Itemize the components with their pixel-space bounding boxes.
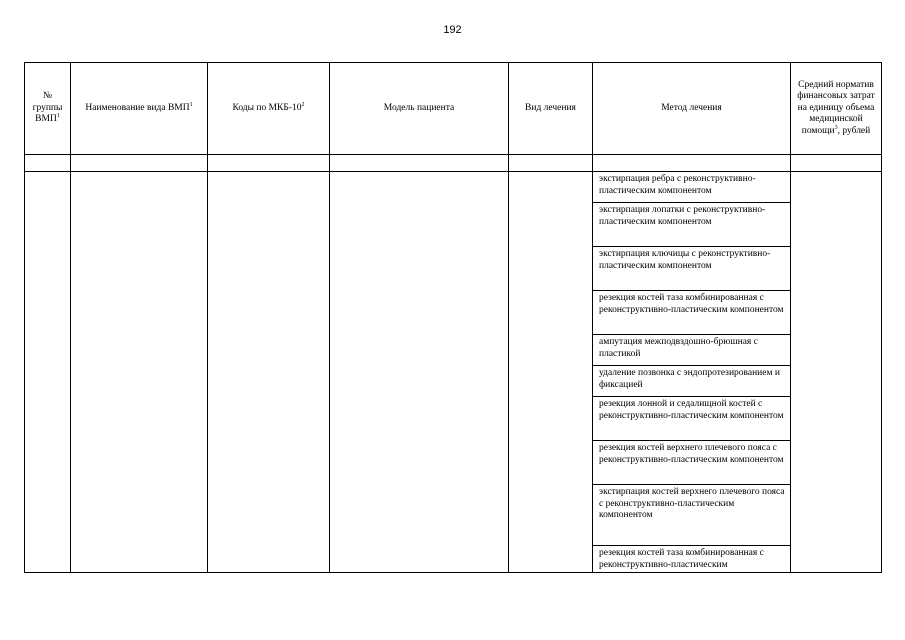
spacer-row — [25, 155, 882, 172]
method-cell: экстирпация ребра с реконструктивно-пластическим компонентом — [593, 172, 791, 203]
header-name: Наименование вида ВМП$^1$ — [71, 63, 208, 155]
cell-name — [71, 172, 208, 573]
cell-group — [25, 172, 71, 573]
header-codes: Коды по МКБ-$10^2$ — [208, 63, 330, 155]
cell-type — [509, 172, 593, 573]
method-cell: резекция костей таза комбинированная с реконструктивно-пластическим компонентом — [593, 291, 791, 335]
method-cell: экстирпация ключицы с реконструктивно-пластическим компонентом — [593, 247, 791, 291]
cell-model — [330, 172, 509, 573]
header-type: Вид лечения — [509, 63, 593, 155]
method-cell: экстирпация лопатки с реконструктивно-пластическим компонентом — [593, 203, 791, 247]
method-cell: экстирпация костей верхнего плечевого пояса с реконструктивно-пластическим компонентом — [593, 485, 791, 546]
header-norm: Средний норматив финансовых затрат на единицу объема медицинской помощи$^3$, рублей — [791, 63, 882, 155]
method-cell: резекция костей верхнего плечевого пояса с реконструктивно-пластическим компонентом — [593, 441, 791, 485]
cell-codes — [208, 172, 330, 573]
header-group: № группы ВМП$^1$ — [25, 63, 71, 155]
header-method: Метод лечения — [593, 63, 791, 155]
table-row — [25, 172, 882, 203]
method-cell: резекция костей таза комбинированная с реконструктивно-пластическим — [593, 546, 791, 573]
page-number: 192 — [443, 24, 462, 36]
table-header-row — [25, 63, 882, 155]
method-cell: ампутация межподвздошно-брюшная с пластикой — [593, 335, 791, 366]
method-cell: удаление позвонка с эндопротезированием и фиксацией — [593, 366, 791, 397]
header-model: Модель пациента — [330, 63, 509, 155]
cell-norm — [791, 172, 882, 573]
vmp-table — [24, 62, 882, 573]
method-cell: резекция лонной и седалищной костей с реконструктивно-пластическим компонентом — [593, 397, 791, 441]
